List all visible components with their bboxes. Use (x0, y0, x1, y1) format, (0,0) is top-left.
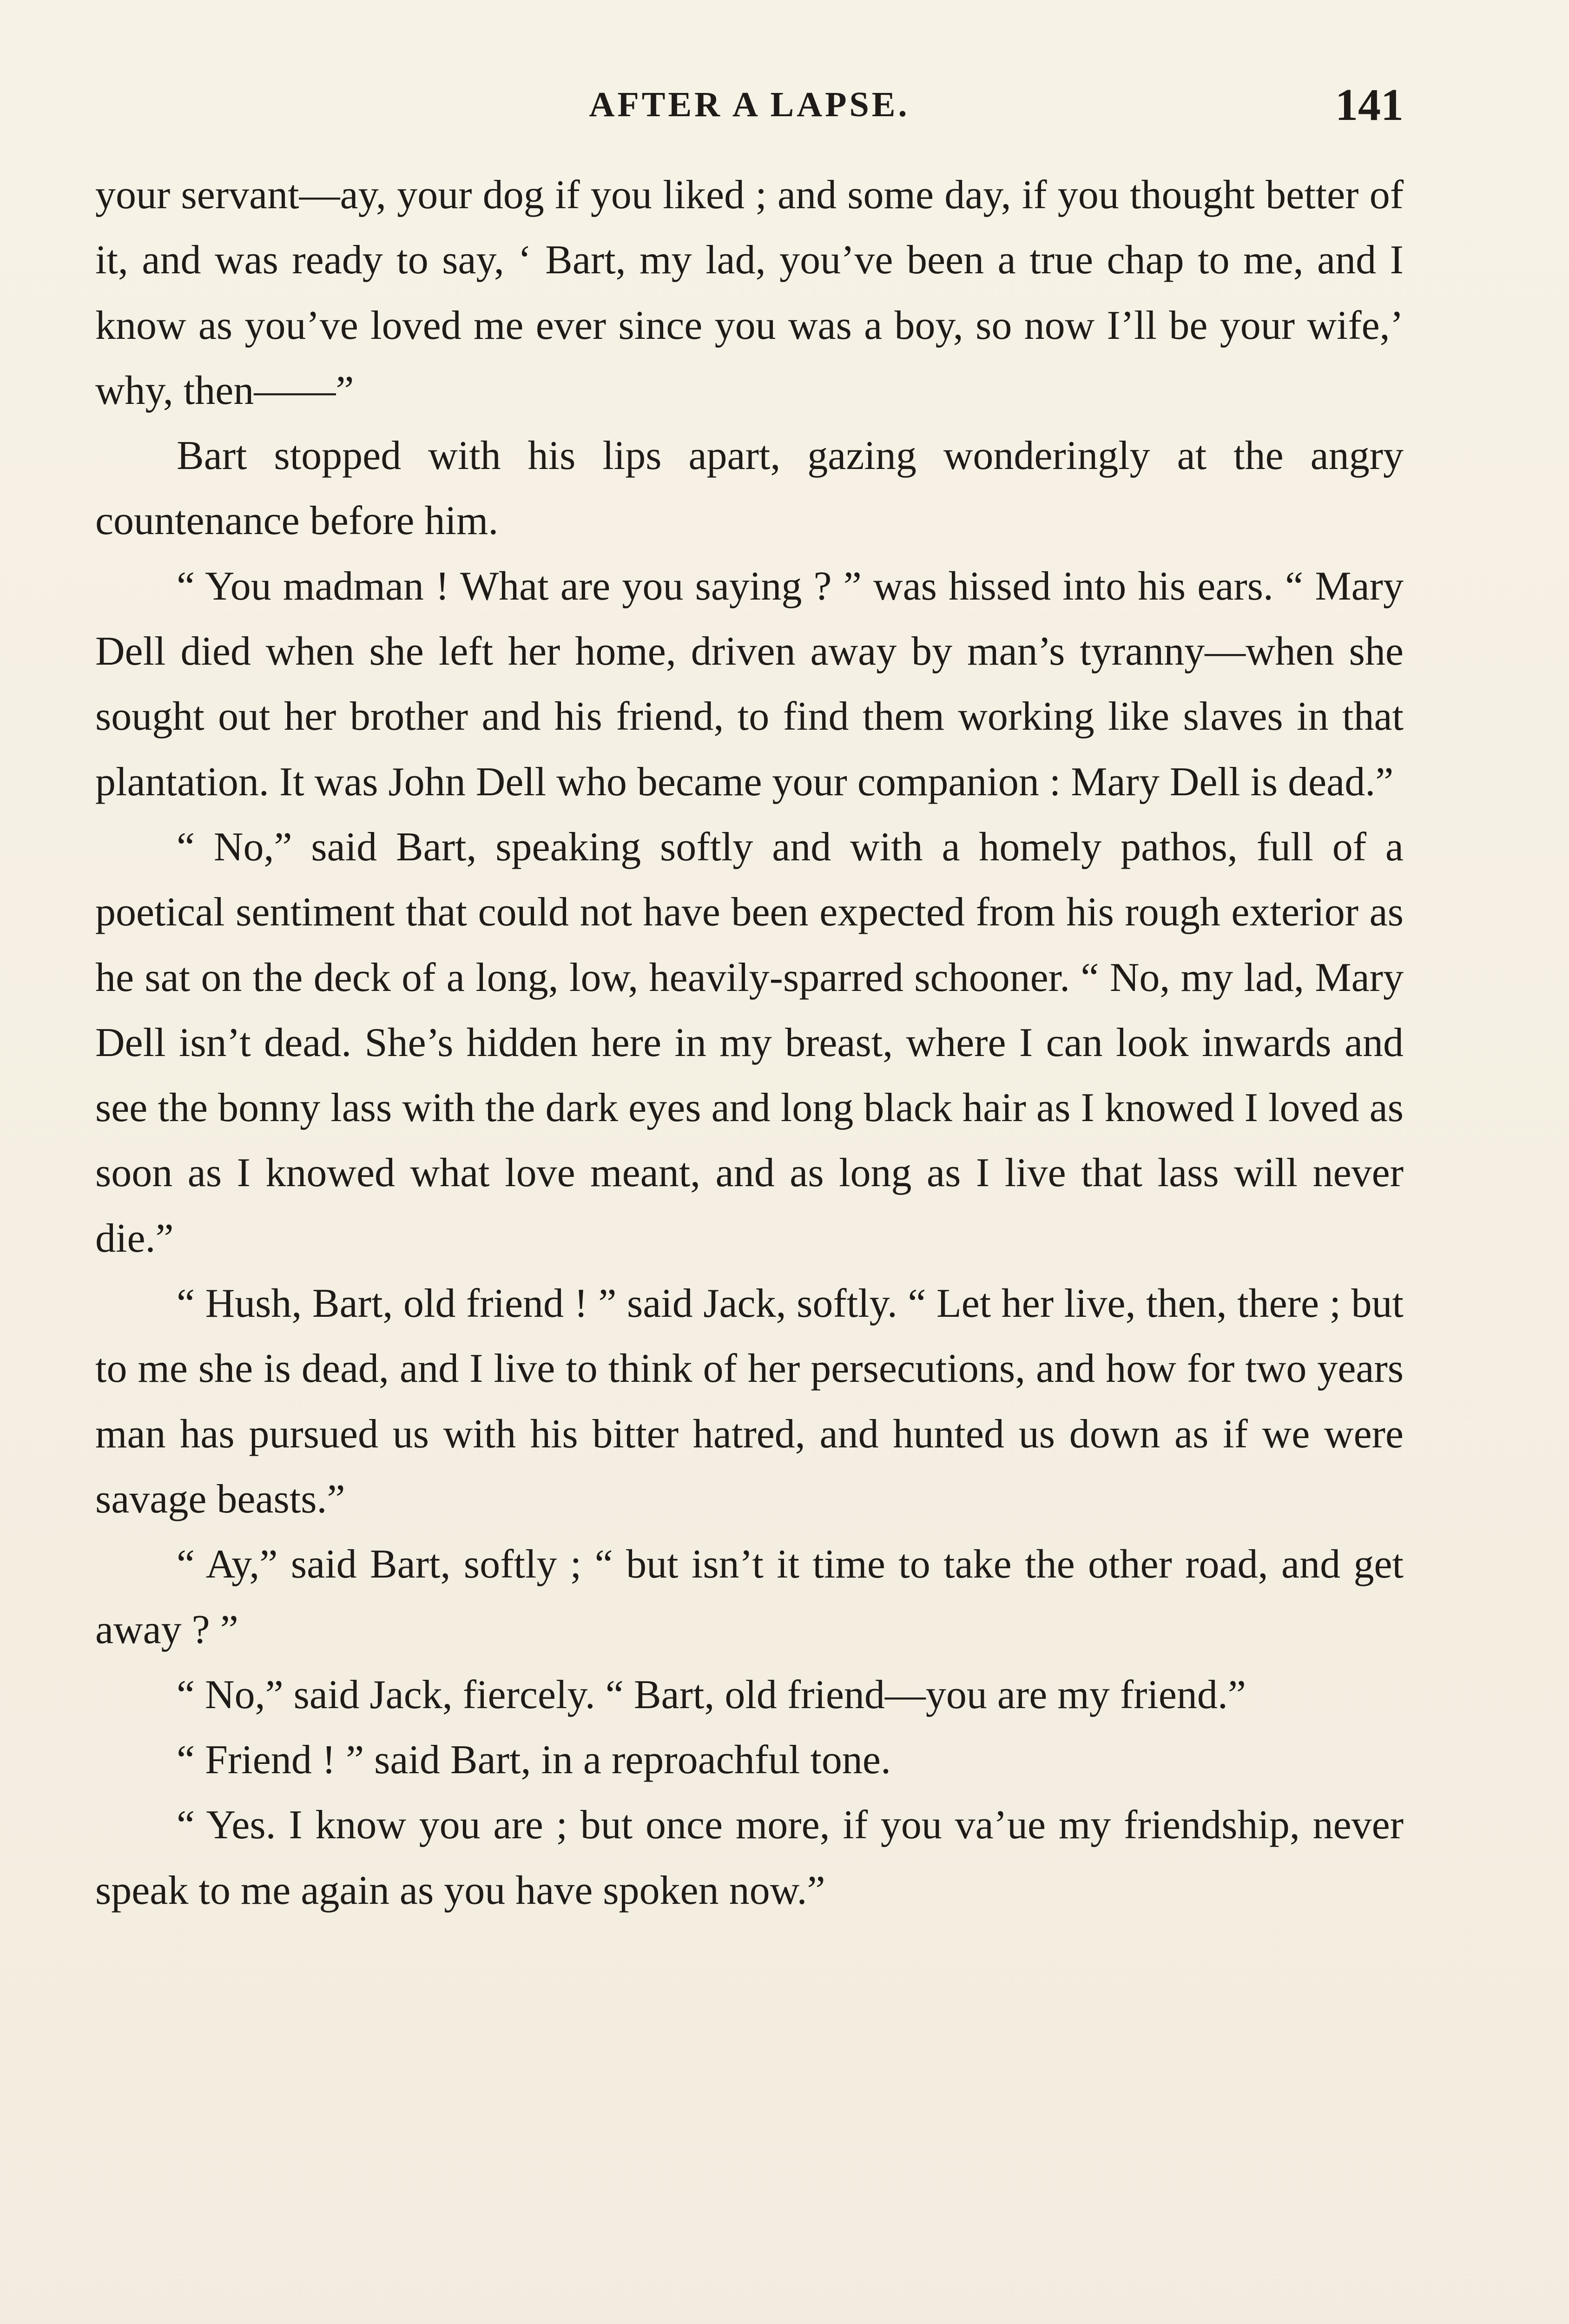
paragraph-6: “ Ay,” said Bart, softly ; “ but isn’t it time to take the other road, and get away ? ” (95, 1542, 1404, 1652)
page-number: 141 (1335, 80, 1404, 130)
paragraph-7: “ No,” said Jack, fiercely. “ Bart, old friend—you are my friend.” (177, 1672, 1246, 1717)
paragraph-1: your servant—ay, your dog if you liked ; and some day, if you thought better of it, and was ready to say, ‘ Bart, my lad, you’ve been a true chap to me, and I know as you’ve loved me ever since you was a boy, so now I’ll be your wife,’ why, then——” (95, 172, 1404, 413)
paragraph-3: “ You madman ! What are you saying ? ” was hissed into his ears. “ Mary Dell died when she left her home, driven away by man’s tyranny—when she sought out her brother and his friend, to find them working like slaves in that plantation. It was John Dell who became your companion : Mary Dell is dead.” (95, 563, 1404, 805)
page-header (95, 79, 1404, 130)
paragraph-5: “ Hush, Bart, old friend ! ” said Jack, softly. “ Let her live, then, there ; but to me she is dead, and I live to think of her persecutions, and how for two years man has pursued us with his bitter hatred, and hunted us down as if we were savage beasts.” (95, 1281, 1404, 1522)
paragraph-4: “ No,” said Bart, speaking softly and with a homely pathos, full of a poetical sentiment that could not have been expected from his rough exterior as he sat on the deck of a long, low, heavily-sparred schooner. “ No, my lad, Mary Dell isn’t dead. She’s hidden here in my breast, where I can look inwards and see the bonny lass with the dark eyes and long black hair as I knowed I loved as soon as I knowed what love meant, and as long as I live that lass will never die.” (95, 824, 1404, 1261)
paragraph-9: “ Yes. I know you are ; but once more, if you va’ue my friendship, never speak to me again as you have spoken now.” (95, 1802, 1404, 1913)
paragraph-2: Bart stopped with his lips apart, gazing wonderingly at the angry countenance before him. (95, 433, 1404, 544)
paragraph-8: “ Friend ! ” said Bart, in a reproachful tone. (177, 1737, 891, 1783)
body-text (95, 163, 1404, 1923)
running-title: AFTER A LAPSE. (589, 85, 910, 124)
